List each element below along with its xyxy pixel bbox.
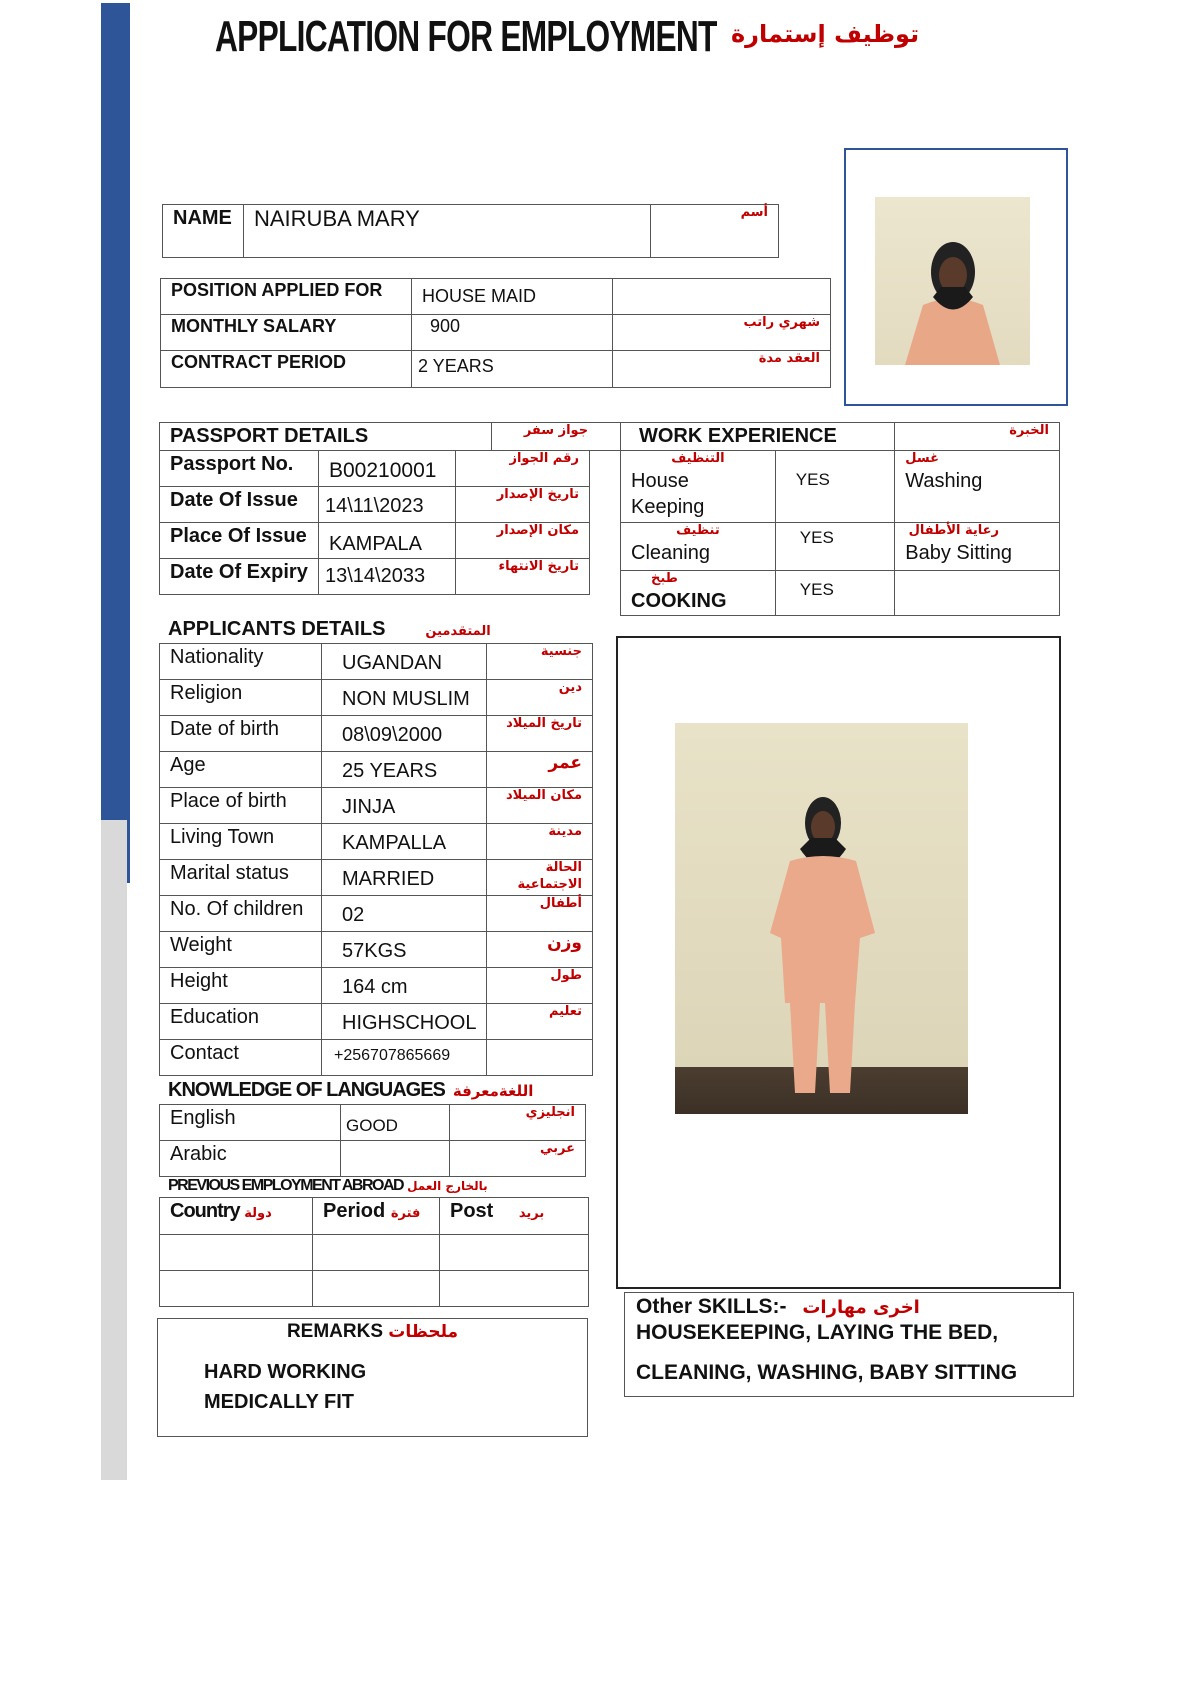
applicant-row: [160, 1040, 593, 1076]
applicant-field-ar: جنسية: [487, 644, 593, 680]
applicant-field-value: NON MUSLIM: [322, 680, 487, 716]
applicant-header-ar: المتقدمين: [425, 624, 491, 639]
position-table: [160, 278, 831, 388]
work-item-yes: YES: [775, 451, 894, 523]
applicant-table: [159, 643, 593, 1076]
languages-header: KNOWLEDGE OF LANGUAGES: [168, 1079, 445, 1101]
work-item-ar: طبخ: [651, 571, 678, 586]
position-value: HOUSE MAID: [412, 279, 613, 315]
col-period: [313, 1198, 440, 1235]
language-level: [341, 1141, 450, 1177]
work-header: WORK EXPERIENCE: [621, 423, 895, 451]
sidebar-gray-bar: [101, 820, 127, 1480]
applicant-field-ar: أطفال: [487, 896, 593, 932]
applicant-field-ar: تعليم: [487, 1004, 593, 1040]
previous-employment-table: [159, 1197, 589, 1307]
name-table: [162, 204, 779, 258]
passport-header: PASSPORT DETAILS: [160, 423, 492, 451]
work-item-ar: تنظيف: [676, 523, 720, 538]
work-item-ar: التنظيف: [671, 451, 725, 466]
skills-header: Other SKILLS:-: [636, 1295, 787, 1318]
skills-line: CLEANING, WASHING, BABY SITTING: [636, 1361, 1018, 1384]
skills-header-ar: اخرى مهارات: [802, 1297, 920, 1318]
applicant-row: [160, 968, 593, 1004]
issue-place-value: KAMPALA: [319, 523, 456, 559]
work-item: [895, 451, 1060, 523]
applicant-field-label: Education: [160, 1004, 322, 1040]
col-post-label: Post: [450, 1200, 494, 1222]
applicant-row: [160, 716, 593, 752]
col-period-label: Period: [323, 1200, 386, 1222]
applicant-field-ar: تاريخ الميلاد: [487, 716, 593, 752]
empty-cell: [440, 1271, 589, 1307]
applicant-field-ar: عمر: [487, 752, 593, 788]
col-period-ar: فترة: [390, 1206, 421, 1221]
issue-date-value: 14\11\2023: [319, 487, 456, 523]
salary-value: 900: [412, 315, 613, 351]
applicant-field-ar: مدينة: [487, 824, 593, 860]
applicant-row: [160, 752, 593, 788]
col-country-label: Country: [170, 1200, 240, 1222]
applicant-field-ar: مكان الميلاد: [487, 788, 593, 824]
work-header-ar: الخبرة: [895, 423, 1060, 451]
salary-label: MONTHLY SALARY: [161, 315, 412, 351]
languages-header-ar: اللغةمعرفة: [452, 1082, 534, 1100]
language-ar: عربي: [450, 1141, 586, 1177]
applicant-field-label: Nationality: [160, 644, 322, 680]
applicant-row: [160, 860, 593, 896]
sidebar-blue-bar: [101, 3, 130, 883]
applicant-field-label: Marital status: [160, 860, 322, 896]
position-ar: [613, 279, 831, 315]
applicant-row: [160, 932, 593, 968]
issue-place-ar: مكان الإصدار: [456, 523, 590, 559]
applicant-field-value: 164 cm: [322, 968, 487, 1004]
applicant-field-label: Contact: [160, 1040, 322, 1076]
position-label: POSITION APPLIED FOR: [161, 279, 412, 315]
remarks-header: REMARKS: [286, 1321, 384, 1342]
expiry-ar: تاريخ الانتهاء: [456, 559, 590, 595]
applicant-row: [160, 644, 593, 680]
applicant-field-value: +256707865669: [322, 1040, 487, 1076]
work-item-label: Baby Sitting: [905, 541, 1013, 564]
previous-employment-header-ar: بالخارج العمل: [407, 1179, 488, 1193]
applicant-field-value: 57KGS: [322, 932, 487, 968]
work-item-ar: رعاية الأطفال: [908, 523, 999, 538]
language-ar: انجليزي: [450, 1105, 586, 1141]
applicant-field-label: Place of birth: [160, 788, 322, 824]
applicant-row: [160, 1004, 593, 1040]
work-item: [621, 451, 776, 523]
issue-date-ar: تاريخ الإصدار: [456, 487, 590, 523]
applicant-field-value: KAMPALLA: [322, 824, 487, 860]
previous-employment-header-row: [168, 1177, 488, 1195]
applicant-field-ar: الحالة الاجتماعية: [487, 860, 593, 896]
other-skills-box: [624, 1292, 1074, 1397]
applicant-photo-portrait: [875, 197, 1030, 365]
languages-header-row: [168, 1079, 533, 1102]
skills-line: HOUSEKEEPING, LAYING THE BED,: [636, 1321, 999, 1344]
applicant-field-value: 25 YEARS: [322, 752, 487, 788]
work-item-label: COOKING: [631, 589, 727, 612]
applicant-field-ar: وزن: [487, 932, 593, 968]
work-item: [621, 523, 776, 571]
previous-employment-header: PREVIOUS EMPLOYMENT ABROAD: [168, 1177, 404, 1194]
passport-no-ar: رقم الجواز: [456, 451, 590, 487]
applicant-field-label: Height: [160, 968, 322, 1004]
remark-line: HARD WORKING: [204, 1361, 367, 1383]
page-title-arabic: توظيف إستمارة: [731, 20, 920, 48]
applicant-field-value: HIGHSCHOOL: [322, 1004, 487, 1040]
col-post: [440, 1198, 589, 1235]
contract-ar: العقد مدة: [613, 351, 831, 388]
languages-table: [159, 1104, 586, 1177]
expiry-value: 13\14\2033: [319, 559, 456, 595]
work-item-label: Washing: [905, 469, 983, 492]
applicant-header-row: [168, 618, 491, 641]
applicant-row: [160, 896, 593, 932]
applicant-field-label: No. Of children: [160, 896, 322, 932]
col-country-ar: دولة: [244, 1206, 272, 1221]
work-experience-table: [620, 422, 1060, 616]
passport-no-value: B00210001: [319, 451, 456, 487]
work-item: [895, 523, 1060, 571]
work-item-yes: YES: [775, 523, 894, 571]
language-label: English: [160, 1105, 341, 1141]
applicant-field-label: Weight: [160, 932, 322, 968]
issue-place-label: Place Of Issue: [160, 523, 319, 559]
applicant-field-value: UGANDAN: [322, 644, 487, 680]
col-post-ar: بريد: [518, 1206, 545, 1221]
applicant-field-label: Date of birth: [160, 716, 322, 752]
applicant-field-value: 08\09\2000: [322, 716, 487, 752]
expiry-label: Date Of Expiry: [160, 559, 319, 595]
work-item-label: Cleaning: [631, 541, 710, 564]
applicant-field-ar: طول: [487, 968, 593, 1004]
applicant-field-ar: [487, 1040, 593, 1076]
applicant-field-label: Age: [160, 752, 322, 788]
work-item: [621, 571, 776, 616]
col-country: [160, 1198, 313, 1235]
work-item-yes: YES: [775, 571, 894, 616]
passport-header-ar: جواز سفر: [491, 423, 620, 451]
passport-rows: [159, 450, 590, 595]
applicant-field-value: JINJA: [322, 788, 487, 824]
empty-cell: [160, 1235, 313, 1271]
passport-no-label: Passport No.: [160, 451, 319, 487]
applicant-row: [160, 824, 593, 860]
empty-cell: [313, 1235, 440, 1271]
contract-value: 2 YEARS: [412, 351, 613, 388]
passport-table: [159, 422, 621, 451]
name-label-arabic: أسم: [651, 205, 779, 258]
issue-date-label: Date Of Issue: [160, 487, 319, 523]
remarks-header-ar: ملحظات: [388, 1322, 459, 1342]
page-title: APPLICATION FOR EMPLOYMENT: [215, 12, 717, 61]
applicant-field-label: Religion: [160, 680, 322, 716]
remarks-box: [157, 1318, 588, 1437]
applicant-field-ar: دين: [487, 680, 593, 716]
name-label: NAME: [163, 205, 244, 258]
language-label: Arabic: [160, 1141, 341, 1177]
applicant-field-label: Living Town: [160, 824, 322, 860]
language-level: GOOD: [341, 1105, 450, 1141]
applicant-row: [160, 788, 593, 824]
work-item-label: House Keeping: [631, 469, 705, 518]
salary-ar: شهري راتب: [613, 315, 831, 351]
work-item-ar: غسل: [905, 451, 939, 466]
empty-cell: [440, 1235, 589, 1271]
applicant-field-value: 02: [322, 896, 487, 932]
name-value: NAIRUBA MARY: [244, 205, 651, 258]
applicant-header: APPLICANTS DETAILS: [168, 618, 386, 640]
applicant-row: [160, 680, 593, 716]
applicant-field-value: MARRIED: [322, 860, 487, 896]
empty-cell: [313, 1271, 440, 1307]
applicant-photo-full: [675, 723, 968, 1114]
empty-cell: [160, 1271, 313, 1307]
contract-label: CONTRACT PERIOD: [161, 351, 412, 388]
remark-line: MEDICALLY FIT: [204, 1391, 355, 1413]
